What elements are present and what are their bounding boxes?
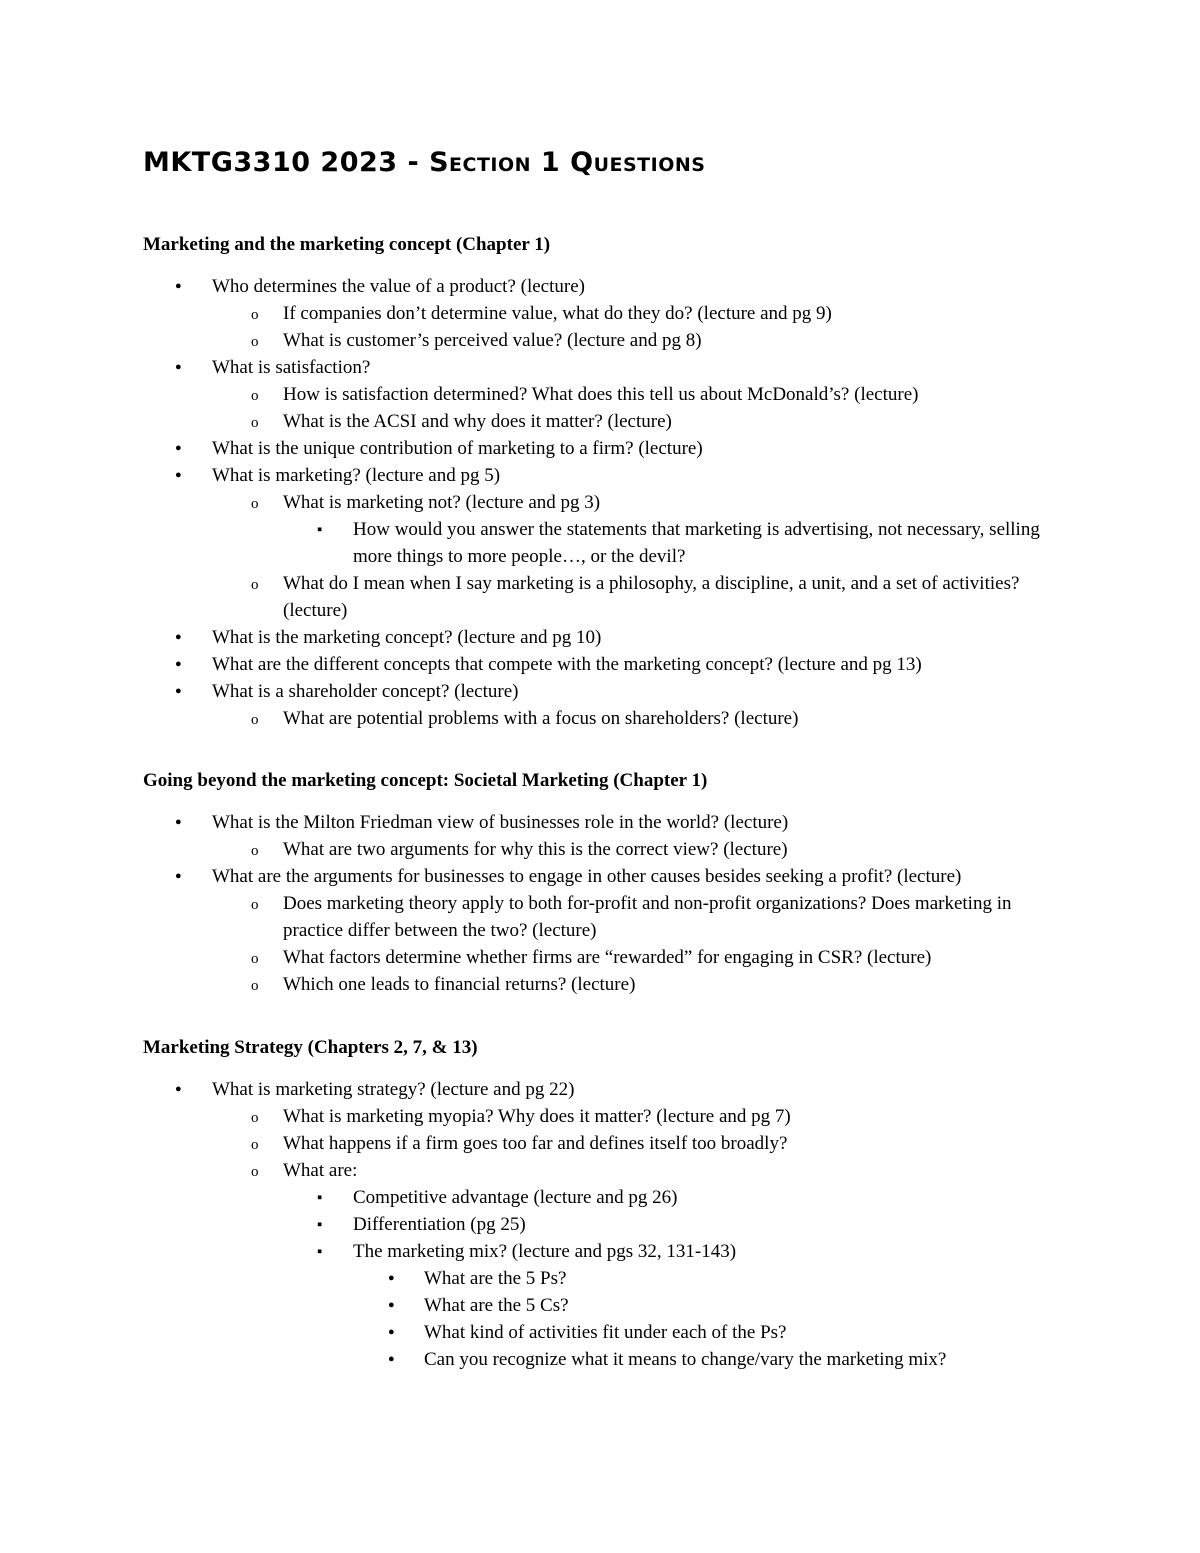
list-item [143, 408, 1063, 435]
bullet-icon [388, 1319, 395, 1349]
question-text: What is the Milton Friedman view of businesses role in the world? (lecture) [212, 812, 789, 833]
question-text: What is the ACSI and why does it matter? (lecture) [283, 411, 672, 432]
bullet-icon [251, 890, 259, 919]
question-text: What are the different concepts that compete with the marketing concept? (lecture and pg 13) [212, 654, 922, 675]
question-text: What is marketing not? (lecture and pg 3) [283, 492, 601, 513]
document-title [143, 146, 1063, 180]
bullet-icon [175, 863, 182, 893]
question-text: How is satisfaction determined? What does this tell us about McDonald’s? (lecture) [283, 384, 919, 405]
bullet-icon [175, 435, 182, 465]
bullet-icon [175, 354, 182, 384]
question-text: What do I mean when I say marketing is a philosophy, a discipline, a unit, and a set of activities? (lecture) [283, 573, 1020, 621]
list-item [143, 651, 1063, 678]
question-text: Differentiation (pg 25) [353, 1214, 526, 1235]
bullet-icon [251, 1157, 259, 1186]
question-text: What are the arguments for businesses to engage in other causes besides seeking a profit? (lecture) [212, 866, 962, 887]
bullet-icon [388, 1292, 395, 1322]
bullet-icon [317, 1238, 322, 1267]
bullet-icon [251, 327, 259, 356]
bullet-icon [251, 1103, 259, 1132]
question-text: The marketing mix? (lecture and pgs 32, 131-143) [353, 1241, 737, 1262]
bullet-icon [175, 809, 182, 839]
question-text: What are the 5 Cs? [424, 1295, 569, 1316]
bullet-icon [251, 489, 259, 518]
bullet-icon [175, 624, 182, 654]
question-text: What is marketing myopia? Why does it matter? (lecture and pg 7) [283, 1106, 791, 1127]
question-text: Which one leads to financial returns? (lecture) [283, 974, 636, 995]
title-section: Section 1 Questions [429, 147, 706, 178]
bullet-icon [317, 1184, 322, 1213]
bullet-icon [175, 678, 182, 708]
question-text: What is marketing strategy? (lecture and pg 22) [212, 1079, 575, 1100]
question-text: What happens if a firm goes too far and defines itself too broadly? [283, 1133, 788, 1154]
list-item [143, 624, 1063, 651]
question-list [143, 809, 1063, 998]
title-course: MKTG3310 2023 - [143, 147, 430, 178]
list-item [143, 678, 1063, 705]
list-item [143, 971, 1063, 998]
list-item [143, 1157, 1063, 1184]
question-text: What kind of activities fit under each of the Ps? [424, 1322, 787, 1343]
bullet-icon [251, 971, 259, 1000]
question-text: What is the marketing concept? (lecture and pg 10) [212, 627, 602, 648]
section-block [143, 233, 1063, 732]
list-item [143, 944, 1063, 971]
list-item [143, 863, 1063, 890]
question-text: What is customer’s perceived value? (lecture and pg 8) [283, 330, 702, 351]
section-heading: Going beyond the marketing concept: Societal Marketing (Chapter 1) [143, 770, 708, 791]
question-text: How would you answer the statements that marketing is advertising, not necessary, selling more things to more people…, or the devil? [353, 519, 1040, 567]
list-item [143, 1130, 1063, 1157]
bullet-icon [388, 1346, 395, 1376]
list-item [143, 489, 1063, 516]
bullet-icon [388, 1265, 395, 1295]
list-item [143, 1238, 1063, 1265]
list-item [143, 1265, 1063, 1292]
list-item [143, 273, 1063, 300]
list-item [143, 890, 1063, 944]
question-text: Can you recognize what it means to change/vary the marketing mix? [424, 1349, 947, 1370]
list-item [143, 705, 1063, 732]
list-item [143, 1184, 1063, 1211]
question-text: Competitive advantage (lecture and pg 26) [353, 1187, 678, 1208]
list-item [143, 809, 1063, 836]
question-text: What are: [283, 1160, 358, 1181]
list-item [143, 1319, 1063, 1346]
bullet-icon [251, 1130, 259, 1159]
section-block [143, 769, 1063, 998]
question-list [143, 273, 1063, 732]
question-text: If companies don’t determine value, what do they do? (lecture and pg 9) [283, 303, 832, 324]
list-item [143, 1346, 1063, 1373]
question-text: What is the unique contribution of marketing to a firm? (lecture) [212, 438, 703, 459]
list-item [143, 516, 1063, 570]
question-list [143, 1076, 1063, 1373]
bullet-icon [251, 300, 259, 329]
bullet-icon [251, 408, 259, 437]
list-item [143, 1292, 1063, 1319]
question-text: What is marketing? (lecture and pg 5) [212, 465, 501, 486]
section-block [143, 1036, 1063, 1373]
list-item [143, 327, 1063, 354]
list-item [143, 435, 1063, 462]
question-text: Does marketing theory apply to both for-profit and non-profit organizations? Does marketing in practice differ between the two? (lecture) [283, 893, 1012, 941]
bullet-icon [175, 1076, 182, 1106]
bullet-icon [251, 944, 259, 973]
bullet-icon [251, 836, 259, 865]
bullet-icon [317, 516, 322, 545]
question-text: What is a shareholder concept? (lecture) [212, 681, 519, 702]
document-sections [143, 233, 1063, 1373]
document-page [143, 146, 1063, 1373]
list-item [143, 462, 1063, 489]
bullet-icon [251, 381, 259, 410]
list-item [143, 300, 1063, 327]
list-item [143, 570, 1063, 624]
bullet-icon [175, 273, 182, 303]
list-item [143, 836, 1063, 863]
bullet-icon [251, 570, 259, 599]
bullet-icon [251, 705, 259, 734]
list-item [143, 381, 1063, 408]
section-heading: Marketing Strategy (Chapters 2, 7, & 13) [143, 1037, 478, 1058]
question-text: Who determines the value of a product? (lecture) [212, 276, 585, 297]
section-heading: Marketing and the marketing concept (Chapter 1) [143, 234, 551, 255]
question-text: What factors determine whether firms are “rewarded” for engaging in CSR? (lecture) [283, 947, 932, 968]
question-text: What are potential problems with a focus on shareholders? (lecture) [283, 708, 799, 729]
list-item [143, 354, 1063, 381]
list-item [143, 1076, 1063, 1103]
bullet-icon [175, 651, 182, 681]
bullet-icon [175, 462, 182, 492]
list-item [143, 1103, 1063, 1130]
list-item [143, 1211, 1063, 1238]
question-text: What are the 5 Ps? [424, 1268, 567, 1289]
question-text: What are two arguments for why this is the correct view? (lecture) [283, 839, 788, 860]
question-text: What is satisfaction? [212, 357, 371, 378]
bullet-icon [317, 1211, 322, 1240]
